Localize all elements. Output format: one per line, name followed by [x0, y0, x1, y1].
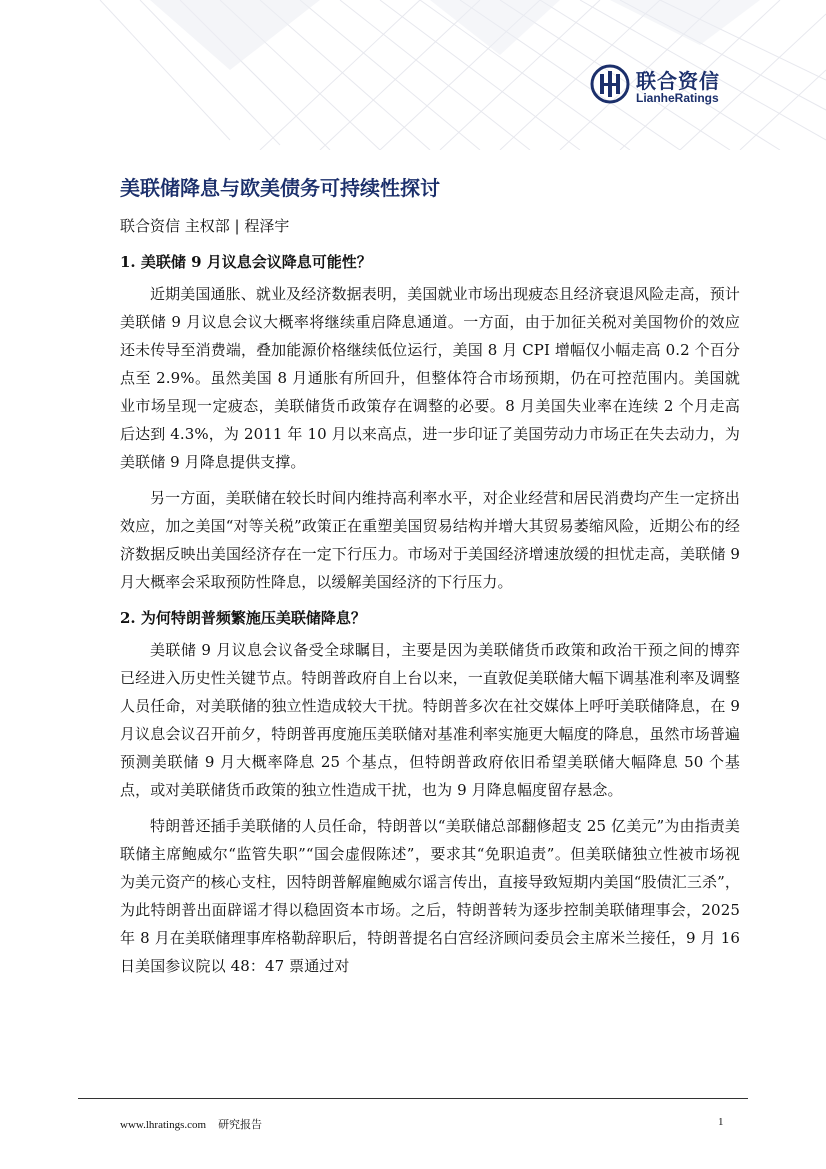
section-1-paragraph-1: 近期美国通胀、就业及经济数据表明，美国就业市场出现疲态且经济衰退风险走高，预计美联储 9 月议息会议大概率将继续重启降息通道。一方面，由于加征关税对美国物价的效应还未传导至消费端，叠加能源价格继续低位运行，美国 8 月 CPI 增幅仅小幅走高 0.2 个百分点至 2.9%。虽然美国 8 月通胀有所回升，但整体符合市场预期，仍在可控范围内。美国就业市场呈现一定疲态，美联储货币政策存在调整的必要。8 月美国失业率在连续 2 个月走高后达到 4.3%，为 2011 年 10 月以来高点，进一步印证了美国劳动力市场正在失去动力，为美联储 9 月降息提供支撑。 [120, 285, 740, 471]
section-heading-1: 1. 美联储 9 月议息会议降息可能性？ [120, 253, 372, 271]
footer-info [120, 1116, 262, 1132]
section-2-paragraph-1: 美联储 9 月议息会议备受全球瞩目，主要是因为美联储货币政策和政治干预之间的博弈已经进入历史性关键节点。特朗普政府自上台以来，一直敦促美联储大幅下调基准利率及调整人员任命，对美联储的独立性造成较大干扰。特朗普多次在社交媒体上呼吁美联储降息，在 9 月议息会议召开前夕，特朗普再度施压美联储对基准利率实施更大幅度的降息，虽然市场普遍预测美联储 9 月大概率降息 25 个基点，但特朗普政府依旧希望美联储大幅降息 50 个基点，或对美联储货币政策的独立性造成干扰，也为 9 月降息幅度留存悬念。 [120, 641, 740, 799]
section-heading-2: 2. 为何特朗普频繁施压美联储降息？ [120, 609, 366, 627]
lianhe-ratings-logo [590, 64, 740, 108]
footer-divider [78, 1098, 748, 1099]
document-title: 美联储降息与欧美债务可持续性探讨 [120, 176, 440, 200]
document-body [120, 252, 740, 988]
footer-website-link[interactable]: www.lhratings.com [120, 1119, 207, 1131]
section-2-paragraph-2: 特朗普还插手美联储的人员任命，特朗普以“美联储总部翻修超支 25 亿美元”为由指责美联储主席鲍威尔“监管失职”“国会虚假陈述”，要求其“免职追责”。但美联储独立性被市场视为美元资产的核心支柱，因特朗普解雇鲍威尔谣言传出，直接导致短期内美国“股债汇三杀”，为此特朗普出面辟谣才得以稳固资本市场。之后，特朗普转为逐步控制美联储理事会，2025 年 8 月在美联储理事库格勒辞职后，特朗普提名白宫经济顾问委员会主席米兰接任，9 月 16 日美国参议院以 48：47 票通过对 [120, 817, 740, 975]
logo-chinese-name: 联合资信 [636, 69, 720, 93]
section-1-paragraph-2: 另一方面，美联储在较长时间内维持高利率水平，对企业经营和居民消费均产生一定挤出效应，加之美国“对等关税”政策正在重塑美国贸易结构并增大其贸易萎缩风险，近期公布的经济数据反映出美国经济存在一定下行压力。市场对于美国经济增速放缓的担忧走高，美联储 9 月大概率会采取预防性降息，以缓解美国经济的下行压力。 [120, 489, 740, 591]
lianhe-ratings-logo-mark-icon [590, 64, 630, 104]
footer-doc-type: 研究报告 [218, 1119, 263, 1131]
page-number: 1 [718, 1116, 724, 1128]
logo-english-name: LianheRatings [636, 91, 719, 105]
author-byline: 联合资信 主权部 | 程泽宇 [120, 217, 290, 235]
